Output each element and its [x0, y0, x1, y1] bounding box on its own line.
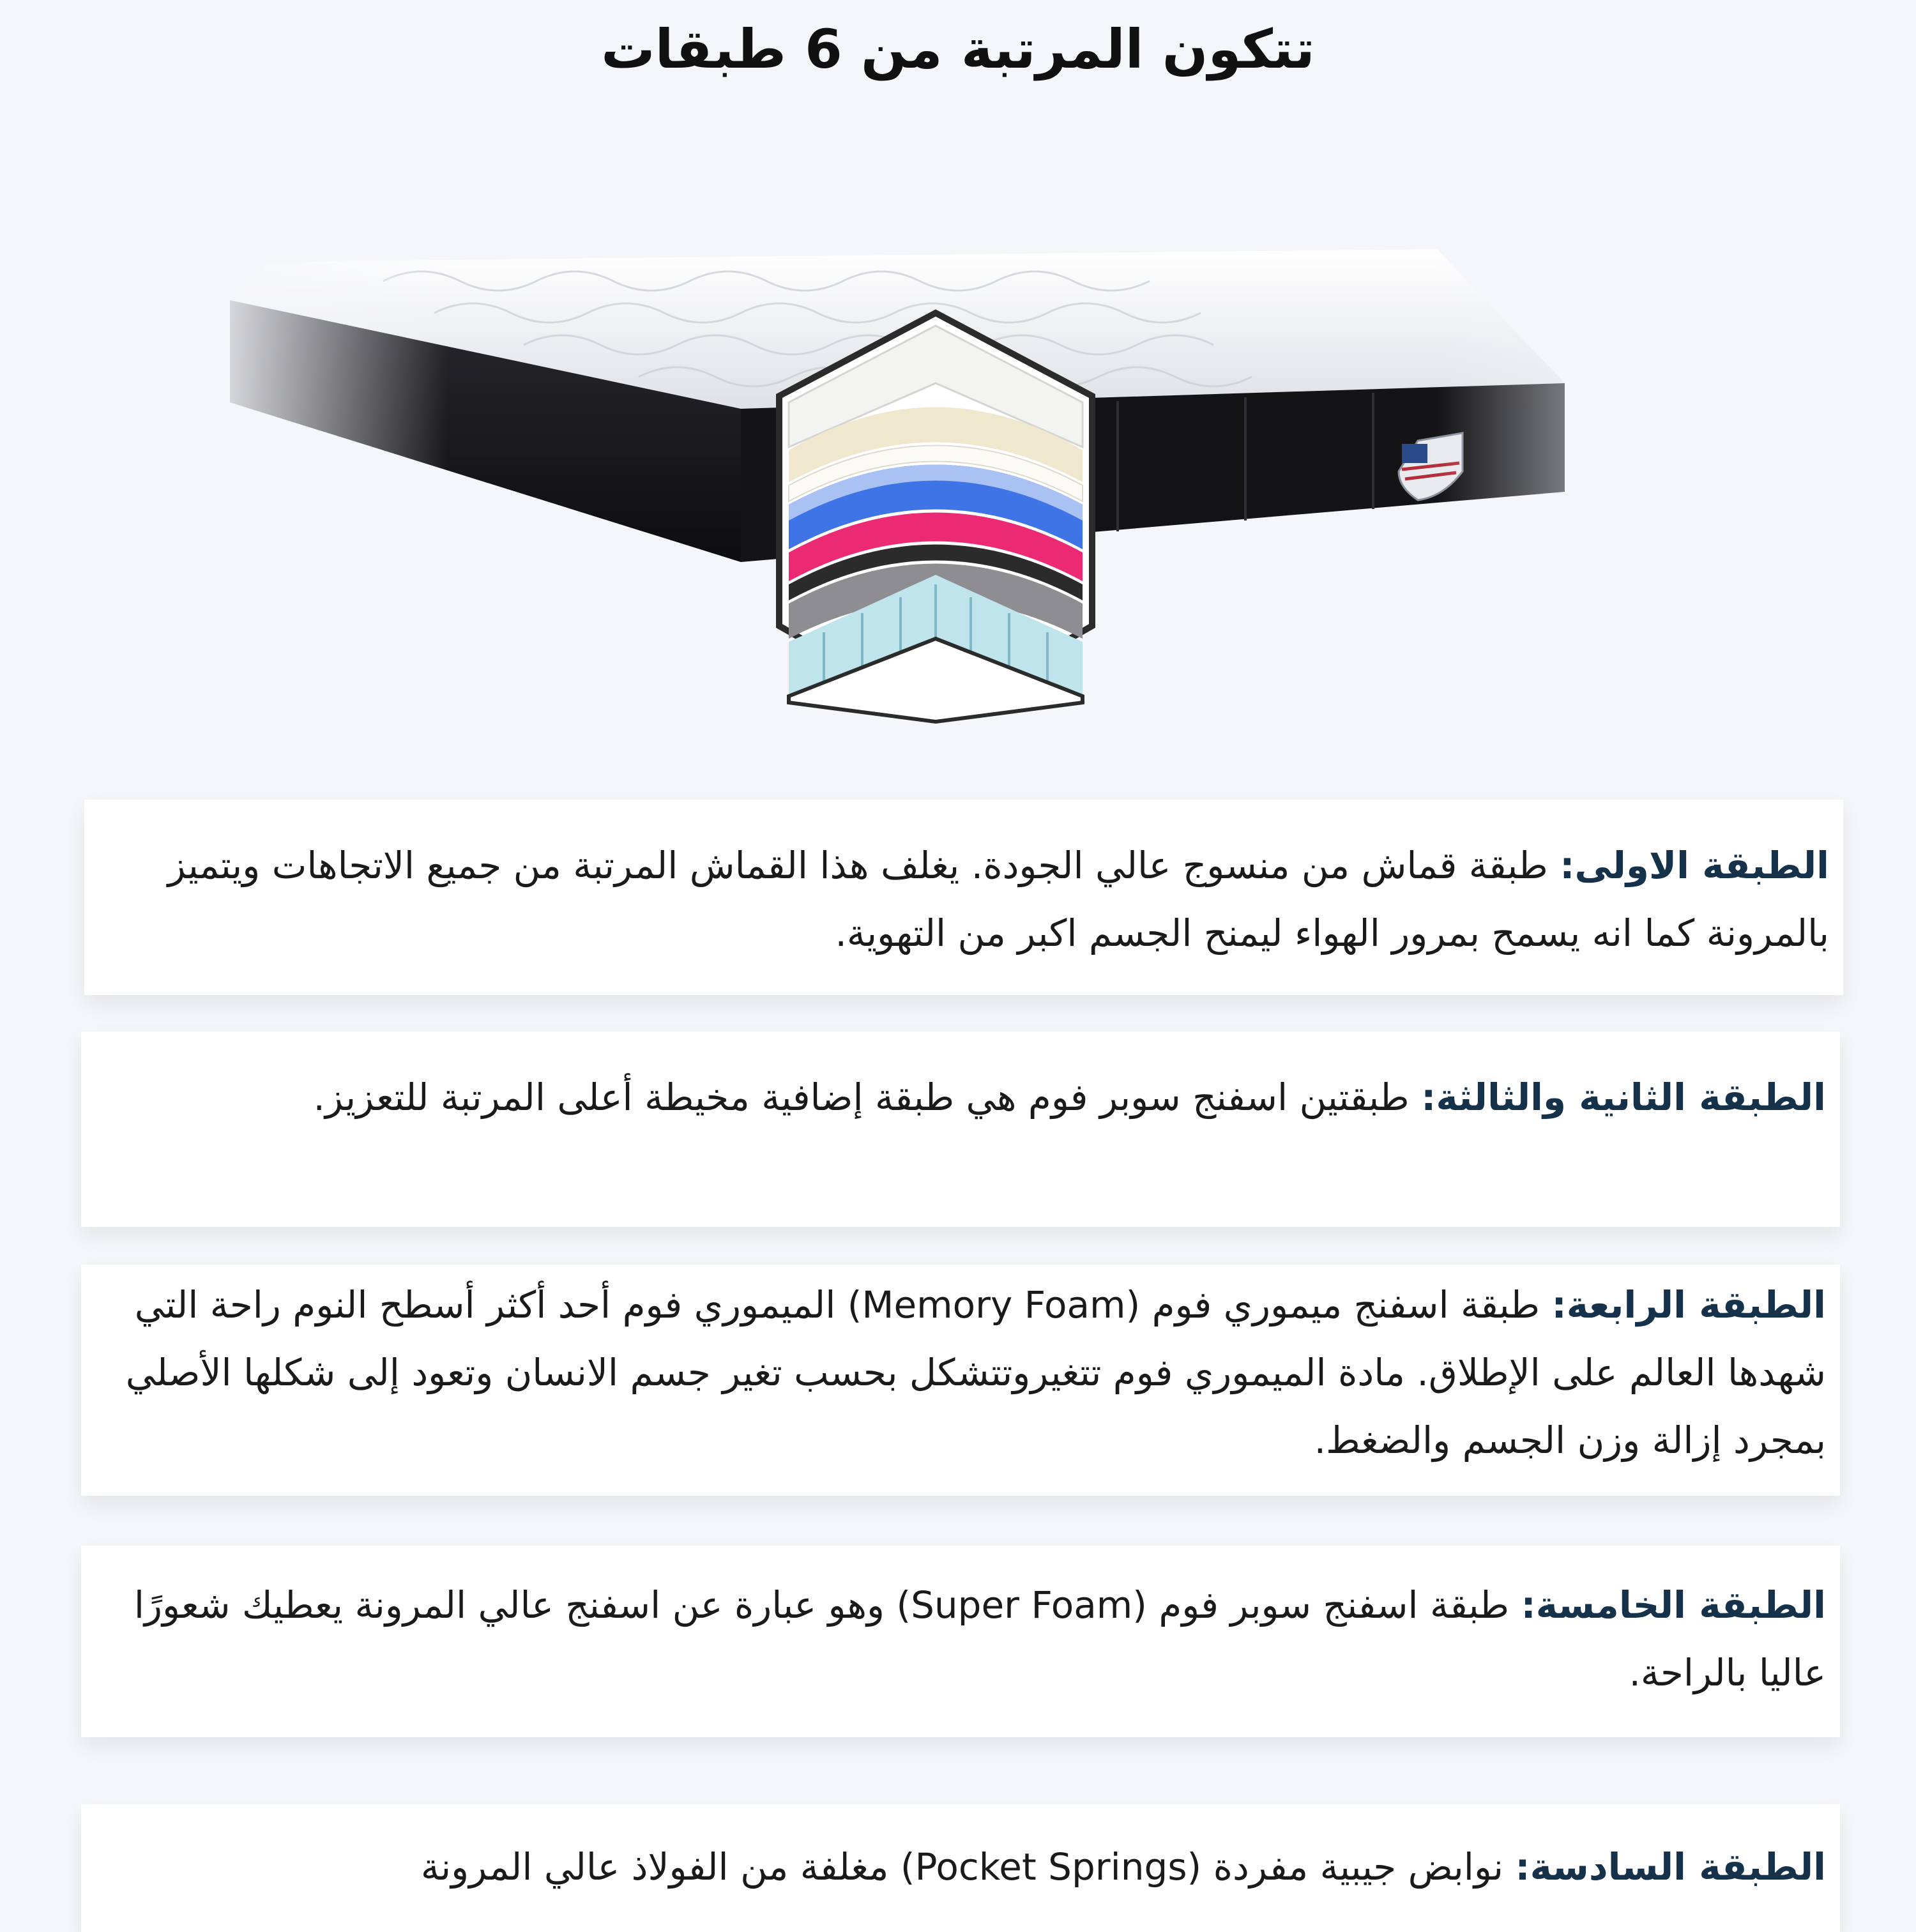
layer-card-1 [84, 800, 1843, 995]
layer-4-label: الطبقة الخامسة: [1521, 1583, 1826, 1627]
layer-1-text: طبقة قماش من منسوج عالي الجودة. يغلف هذا القماش المرتبة من جميع الاتجاهات ويتميز بالمرونة كما انه يسمح بمرور الهواء ليمنح الجسم اكبر من التهوية. [167, 844, 1829, 955]
layer-card-4 [81, 1546, 1840, 1737]
layer-2-label: الطبقة الثانية والثالثة: [1421, 1076, 1826, 1119]
layer-1-label: الطبقة الاولى: [1560, 844, 1829, 887]
layer-card-3 [81, 1265, 1840, 1496]
layer-card-5 [81, 1804, 1840, 1932]
mattress-illustration [192, 192, 1724, 754]
layer-4-text: طبقة اسفنج سوبر فوم (Super Foam) وهو عبارة عن اسفنج عالي المرونة يعطيك شعورًا عاليا بالراحة. [133, 1583, 1826, 1694]
layers-cutaway-icon [779, 313, 1092, 722]
page-title: تتكون المرتبة من 6 طبقات [601, 18, 1315, 80]
layer-5-text: نوابض جيبية مفردة (Pocket Springs) مغلفة من الفولاذ عالي المرونة [420, 1845, 1503, 1889]
layer-5-label: الطبقة السادسة: [1515, 1845, 1826, 1889]
layer-card-2 [81, 1031, 1840, 1227]
layer-3-label: الطبقة الرابعة: [1551, 1283, 1826, 1327]
layer-2-text: طبقتين اسفنج سوبر فوم هي طبقة إضافية مخيطة أعلى المرتبة للتعزيز. [313, 1076, 1410, 1119]
layer-3-text: طبقة اسفنج ميموري فوم (Memory Foam) الميموري فوم أحد أكثر أسطح النوم راحة التي شهدها العالم على الإطلاق. مادة الميموري فوم تتغيروتتشكل بحسب تغير جسم الانسان وتعود إلى شكلها الأصلي بمجرد إزالة وزن الجسم والضغط. [125, 1283, 1826, 1462]
